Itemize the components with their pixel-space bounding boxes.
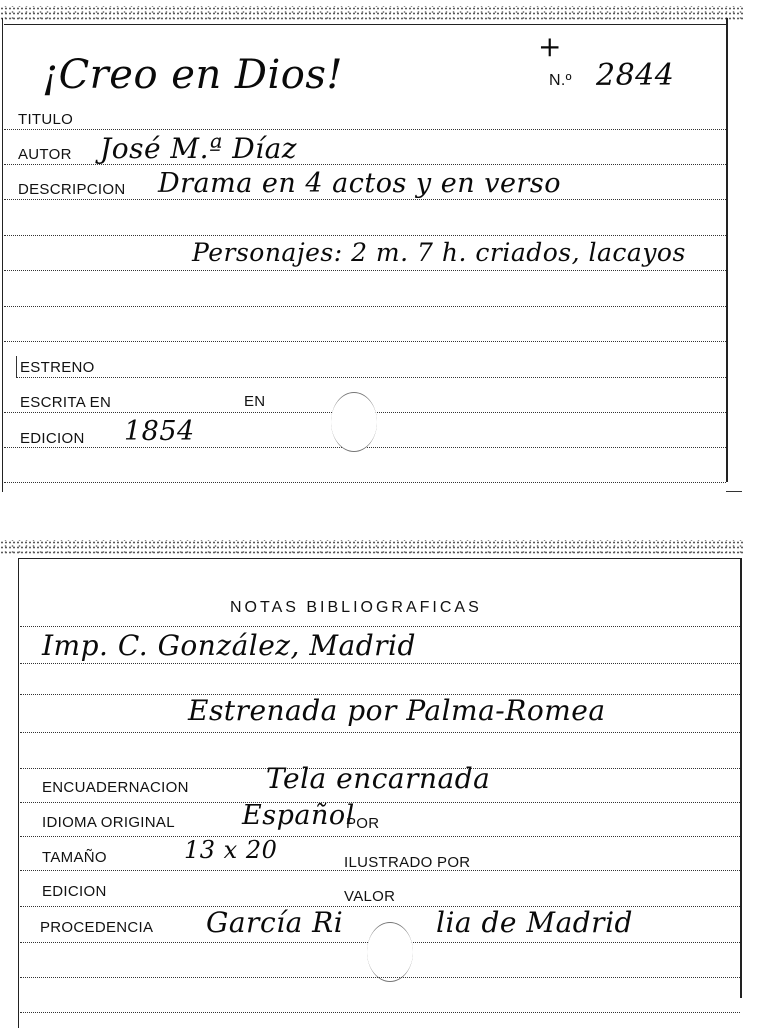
- rule-line: [20, 802, 740, 803]
- rule-line: [4, 341, 726, 342]
- label-procedencia: PROCEDENCIA: [40, 919, 154, 936]
- label-ilustrado-por: ILUSTRADO POR: [344, 854, 471, 871]
- card-right-border: [726, 18, 728, 482]
- cross-mark: +: [538, 30, 562, 63]
- card-top-edge-texture: [0, 540, 743, 554]
- rule-line: [4, 199, 726, 200]
- label-descripcion: DESCRIPCION: [18, 181, 126, 198]
- rule-line: [4, 482, 726, 483]
- card-corner-line: [726, 491, 742, 492]
- punch-hole: [367, 922, 413, 982]
- label-estreno: ESTRENO: [20, 359, 95, 376]
- rule-line: [20, 870, 740, 871]
- card-top-border: [4, 24, 726, 25]
- label-en: EN: [244, 393, 266, 410]
- value-idioma-original: Español: [242, 800, 355, 831]
- catalog-card-front: [0, 0, 743, 492]
- label-tamano: TAMAÑO: [42, 849, 107, 866]
- rule-line: [20, 977, 740, 978]
- catalog-card-back: [0, 536, 743, 1028]
- label-edicion: EDICION: [20, 430, 85, 447]
- card-right-border: [740, 558, 742, 998]
- value-personajes: Personajes: 2 m. 7 h. criados, lacayos: [192, 238, 686, 267]
- punch-hole: [331, 392, 377, 452]
- rule-line: [20, 663, 740, 664]
- rule-line: [20, 626, 740, 627]
- label-encuadernacion: ENCUADERNACION: [42, 779, 189, 796]
- label-edicion-2: EDICION: [42, 883, 107, 900]
- label-escrita-en: ESCRITA EN: [20, 394, 112, 411]
- value-procedencia-part2: lia de Madrid: [436, 906, 633, 939]
- rule-line: [4, 270, 726, 271]
- catalog-number: 2844: [596, 58, 675, 93]
- value-tamano: 13 x 20: [184, 836, 278, 864]
- value-autor: José M.ª Díaz: [100, 132, 298, 165]
- number-label: N.º: [549, 72, 572, 89]
- label-por: POR: [346, 815, 380, 832]
- value-procedencia-part1: García Ri: [206, 906, 344, 939]
- rule-line: [4, 235, 726, 236]
- label-autor: AUTOR: [18, 146, 72, 163]
- card-left-border: [18, 558, 19, 1028]
- note-estrenada: Estrenada por Palma-Romea: [188, 694, 606, 727]
- rule-line: [4, 306, 726, 307]
- note-imprenta: Imp. C. González, Madrid: [42, 629, 416, 662]
- rule-line: [20, 732, 740, 733]
- label-titulo: TITULO: [18, 111, 74, 128]
- rule-line: [20, 836, 740, 837]
- rule-line: [16, 377, 726, 378]
- label-valor: VALOR: [344, 888, 396, 905]
- rule-line: [20, 1012, 740, 1013]
- heading-notas-bibliograficas: NOTAS BIBLIOGRAFICAS: [230, 599, 482, 616]
- card-top-edge-texture: [0, 6, 743, 20]
- handwritten-title: ¡Creo en Dios!: [42, 52, 343, 98]
- card-left-border: [2, 18, 3, 492]
- rule-line: [4, 129, 726, 130]
- value-edicion-year: 1854: [124, 416, 195, 447]
- value-descripcion: Drama en 4 actos y en verso: [158, 168, 561, 199]
- rule-tick: [16, 356, 17, 378]
- card-top-border: [18, 558, 740, 559]
- label-idioma-original: IDIOMA ORIGINAL: [42, 814, 175, 831]
- value-encuadernacion: Tela encarnada: [266, 762, 491, 795]
